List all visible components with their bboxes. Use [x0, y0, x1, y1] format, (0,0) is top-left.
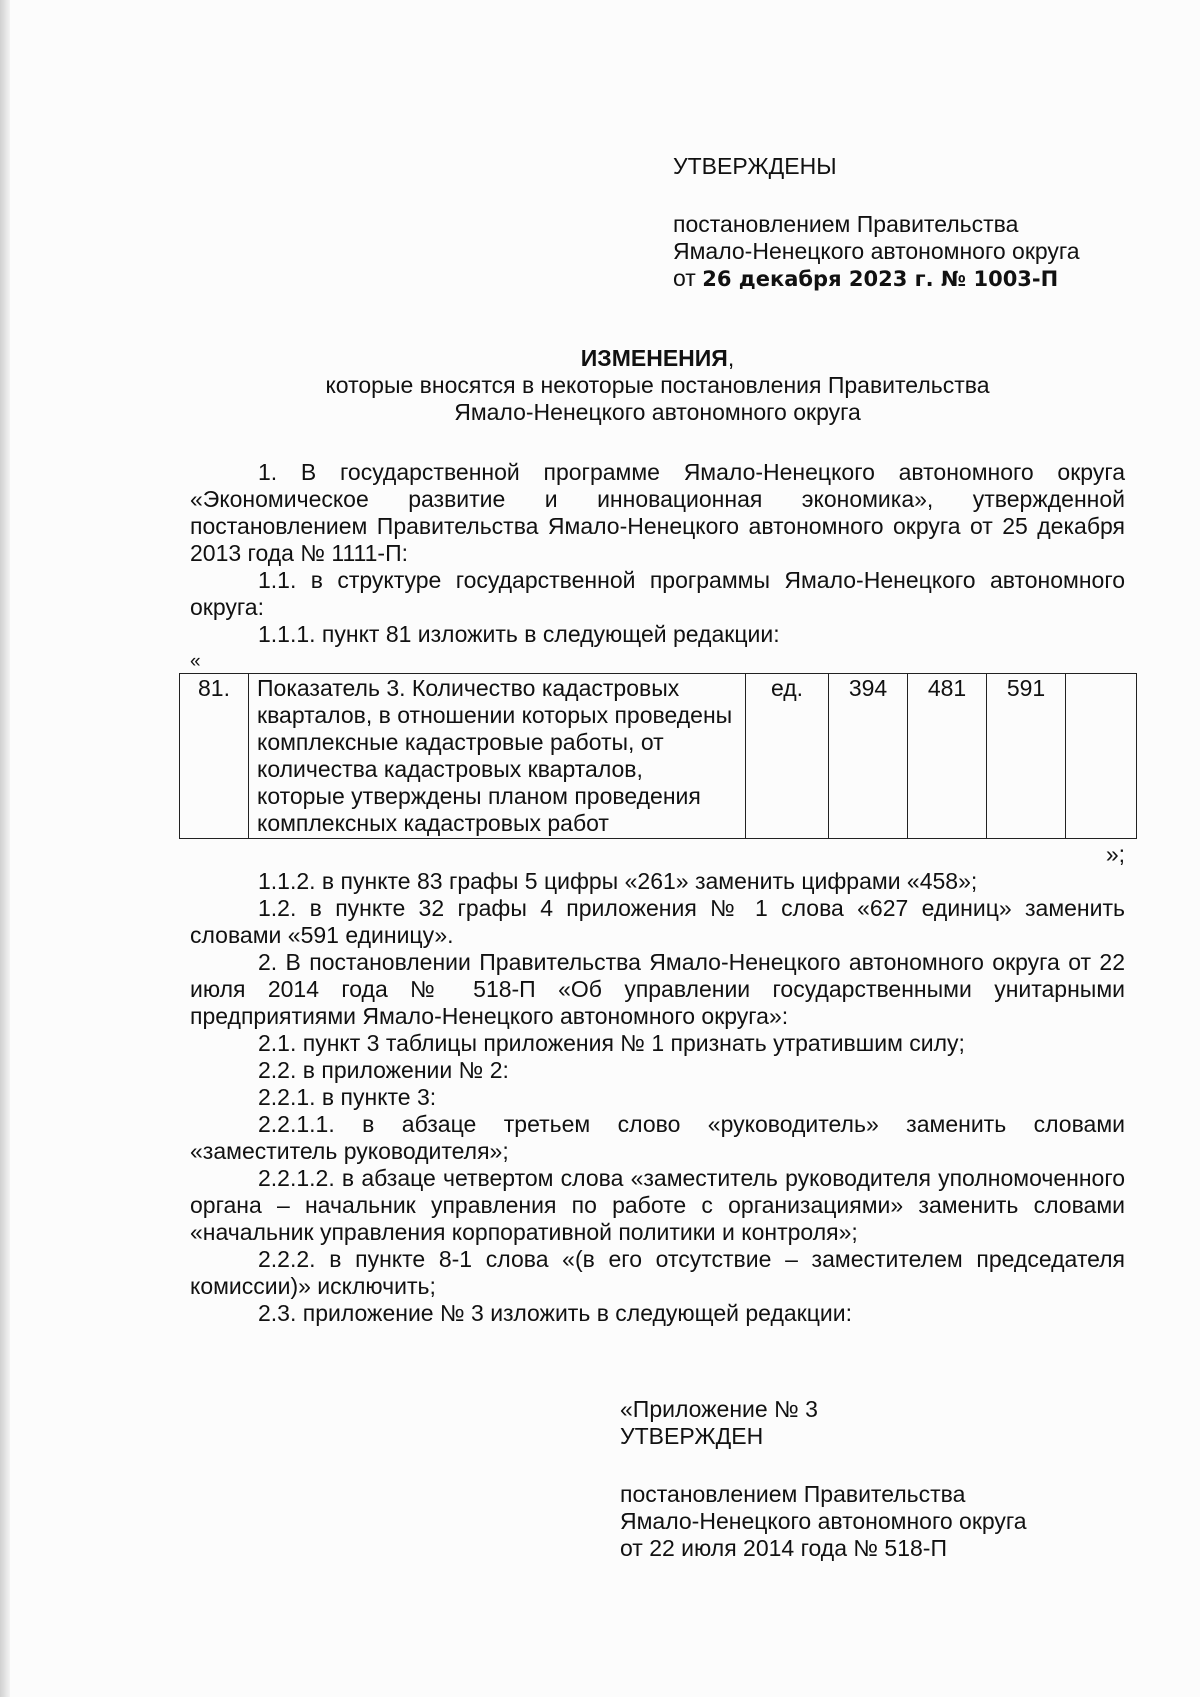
paragraph-2-3: 2.3. приложение № 3 изложить в следующей редакции: [258, 1300, 852, 1326]
appendix-line-1: «Приложение № 3 [620, 1396, 818, 1422]
appendix-stamp [620, 1396, 1140, 1562]
table-row [180, 674, 1137, 839]
cell-value-1: 394 [829, 674, 908, 839]
heading-subtitle-2: Ямало-Ненецкого автономного округа [454, 399, 861, 425]
approval-title: УТВЕРЖДЕНЫ [673, 153, 837, 179]
paragraph-2-2-1-2: 2.2.1.2. в абзаце четвертом слова «заместитель руководителя уполномоченного органа – начальник управления по работе с организациями» заменить словами «начальник управления корпоративной политики и контроля»; [190, 1165, 1125, 1245]
paragraph-2: 2. В постановлении Правительства Ямало-Ненецкого автономного округа от 22 июля 2014 года № 518-П «Об управлении государственными унитарными предприятиями Ямало-Ненецкого автономного округа»: [190, 949, 1125, 1029]
document-heading [190, 345, 1125, 426]
appendix-line-3: постановлением Правительства [620, 1481, 966, 1507]
paragraph-2-2-1-1: 2.2.1.1. в абзаце третьем слово «руководитель» заменить словами «заместитель руководителя»; [190, 1111, 1125, 1164]
appendix-line-2: УТВЕРЖДЕН [620, 1423, 764, 1449]
quote-open-mark: « [190, 651, 201, 672]
approval-stamp [673, 153, 1153, 293]
scan-edge-shadow [0, 0, 10, 1697]
appendix-line-5: от 22 июля 2014 года № 518-П [620, 1535, 947, 1561]
heading-subtitle-1: которые вносятся в некоторые постановления Правительства [325, 372, 990, 398]
approval-date [673, 265, 1153, 293]
document-body [190, 459, 1125, 1327]
cell-number: 81. [180, 674, 249, 839]
cell-value-2: 481 [908, 674, 987, 839]
heading-title-line [190, 345, 1125, 372]
appendix-line-4: Ямало-Ненецкого автономного округа [620, 1508, 1027, 1534]
approval-line-1: постановлением Правительства [673, 211, 1019, 237]
cell-value-4 [1066, 674, 1137, 839]
approval-date-prefix: от [673, 265, 696, 291]
cell-indicator-name: Показатель 3. Количество кадастровых кварталов, в отношении которых проведены комплексные кадастровые работы, от количества кадастровых кварталов, которые утверждены планом проведения комплексных кадастровых работ [249, 674, 746, 839]
paragraph-2-2-2: 2.2.2. в пункте 8-1 слова «(в его отсутствие – заместителем председателя комиссии)» исключить; [190, 1246, 1125, 1299]
heading-title: ИЗМЕНЕНИЯ [580, 345, 728, 371]
paragraph-2-1: 2.1. пункт 3 таблицы приложения № 1 признать утратившим силу; [258, 1030, 965, 1056]
cell-value-3: 591 [987, 674, 1066, 839]
cell-unit: ед. [746, 674, 829, 839]
paragraph-2-2: 2.2. в приложении № 2: [258, 1057, 509, 1083]
paragraph-1: 1. В государственной программе Ямало-Ненецкого автономного округа «Экономическое развитие и инновационная экономика», утвержденной постановлением Правительства Ямало-Ненецкого автономного округа от 25 декабря 2013 года № 1111-П: [190, 459, 1125, 566]
paragraph-1-1-1: 1.1.1. пункт 81 изложить в следующей редакции: [258, 621, 780, 647]
paragraph-1-1: 1.1. в структуре государственной программы Ямало-Ненецкого автономного округа: [190, 567, 1125, 620]
quote-close-mark: »; [1105, 841, 1125, 867]
approval-line-2: Ямало-Ненецкого автономного округа [673, 238, 1080, 264]
paragraph-1-2: 1.2. в пункте 32 графы 4 приложения № 1 слова «627 единиц» заменить словами «591 единицу». [190, 895, 1125, 948]
indicator-table [179, 673, 1137, 839]
paragraph-1-1-2: 1.1.2. в пункте 83 графы 5 цифры «261» заменить цифрами «458»; [258, 868, 978, 894]
paragraph-2-2-1: 2.2.1. в пункте 3: [258, 1084, 437, 1110]
approval-date-value: 26 декабря 2023 г. № 1003-П [702, 267, 1059, 291]
heading-title-suffix: , [727, 345, 735, 371]
